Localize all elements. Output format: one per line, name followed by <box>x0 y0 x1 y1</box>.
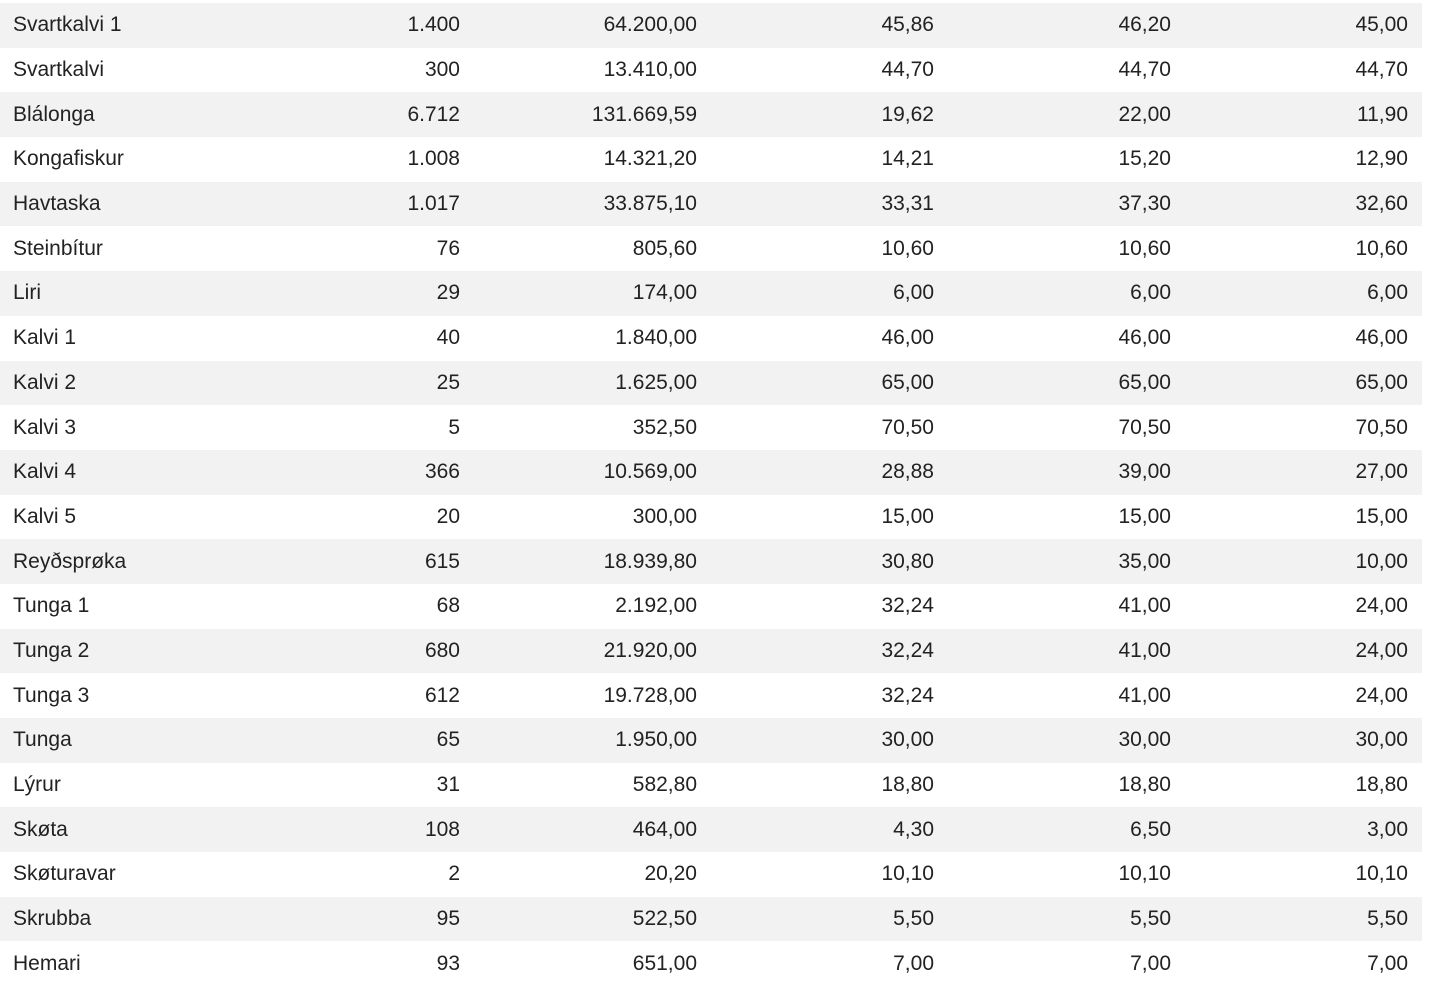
table-row <box>0 718 1422 763</box>
max-price-cell: 15,20 <box>948 137 1185 182</box>
max-price-cell: 44,70 <box>948 48 1185 93</box>
table-row <box>0 897 1422 942</box>
species-name-cell: Havtaska <box>0 182 230 227</box>
min-price-cell: 24,00 <box>1185 629 1422 674</box>
max-price-cell: 6,00 <box>948 271 1185 316</box>
average-price-cell: 28,88 <box>711 450 948 495</box>
quantity-cell: 25 <box>230 361 474 406</box>
quantity-cell: 40 <box>230 316 474 361</box>
max-price-cell: 39,00 <box>948 450 1185 495</box>
min-price-cell: 12,90 <box>1185 137 1422 182</box>
species-name-cell: Kalvi 4 <box>0 450 230 495</box>
min-price-cell: 44,70 <box>1185 48 1422 93</box>
table-row <box>0 48 1422 93</box>
average-price-cell: 30,80 <box>711 539 948 584</box>
total-value-cell: 1.625,00 <box>474 361 711 406</box>
total-value-cell: 300,00 <box>474 495 711 540</box>
quantity-cell: 680 <box>230 629 474 674</box>
species-name-cell: Svartkalvi 1 <box>0 3 230 48</box>
quantity-cell: 95 <box>230 897 474 942</box>
max-price-cell: 41,00 <box>948 673 1185 718</box>
max-price-cell: 10,10 <box>948 852 1185 897</box>
average-price-cell: 45,86 <box>711 3 948 48</box>
auction-results-table <box>0 3 1422 986</box>
max-price-cell: 35,00 <box>948 539 1185 584</box>
max-price-cell: 46,20 <box>948 3 1185 48</box>
min-price-cell: 15,00 <box>1185 495 1422 540</box>
min-price-cell: 24,00 <box>1185 673 1422 718</box>
table-row <box>0 450 1422 495</box>
average-price-cell: 15,00 <box>711 495 948 540</box>
table-row <box>0 539 1422 584</box>
quantity-cell: 6.712 <box>230 92 474 137</box>
average-price-cell: 10,10 <box>711 852 948 897</box>
total-value-cell: 131.669,59 <box>474 92 711 137</box>
species-name-cell: Steinbítur <box>0 226 230 271</box>
min-price-cell: 3,00 <box>1185 807 1422 852</box>
table-row <box>0 3 1422 48</box>
max-price-cell: 6,50 <box>948 807 1185 852</box>
total-value-cell: 2.192,00 <box>474 584 711 629</box>
max-price-cell: 70,50 <box>948 405 1185 450</box>
max-price-cell: 15,00 <box>948 495 1185 540</box>
average-price-cell: 14,21 <box>711 137 948 182</box>
quantity-cell: 31 <box>230 763 474 808</box>
table-row <box>0 92 1422 137</box>
max-price-cell: 7,00 <box>948 941 1185 986</box>
table-row <box>0 182 1422 227</box>
total-value-cell: 14.321,20 <box>474 137 711 182</box>
table-row <box>0 405 1422 450</box>
species-name-cell: Hemari <box>0 941 230 986</box>
quantity-cell: 29 <box>230 271 474 316</box>
table-row <box>0 137 1422 182</box>
average-price-cell: 32,24 <box>711 584 948 629</box>
min-price-cell: 30,00 <box>1185 718 1422 763</box>
min-price-cell: 18,80 <box>1185 763 1422 808</box>
quantity-cell: 20 <box>230 495 474 540</box>
quantity-cell: 1.017 <box>230 182 474 227</box>
min-price-cell: 5,50 <box>1185 897 1422 942</box>
total-value-cell: 522,50 <box>474 897 711 942</box>
min-price-cell: 7,00 <box>1185 941 1422 986</box>
table-row <box>0 629 1422 674</box>
table-row <box>0 673 1422 718</box>
species-name-cell: Tunga <box>0 718 230 763</box>
species-name-cell: Skrubba <box>0 897 230 942</box>
quantity-cell: 5 <box>230 405 474 450</box>
quantity-cell: 108 <box>230 807 474 852</box>
average-price-cell: 10,60 <box>711 226 948 271</box>
average-price-cell: 7,00 <box>711 941 948 986</box>
max-price-cell: 18,80 <box>948 763 1185 808</box>
table-row <box>0 584 1422 629</box>
max-price-cell: 22,00 <box>948 92 1185 137</box>
min-price-cell: 46,00 <box>1185 316 1422 361</box>
total-value-cell: 1.840,00 <box>474 316 711 361</box>
average-price-cell: 70,50 <box>711 405 948 450</box>
average-price-cell: 6,00 <box>711 271 948 316</box>
average-price-cell: 30,00 <box>711 718 948 763</box>
average-price-cell: 65,00 <box>711 361 948 406</box>
average-price-cell: 19,62 <box>711 92 948 137</box>
species-name-cell: Kalvi 1 <box>0 316 230 361</box>
max-price-cell: 41,00 <box>948 584 1185 629</box>
species-name-cell: Tunga 2 <box>0 629 230 674</box>
species-name-cell: Kalvi 3 <box>0 405 230 450</box>
max-price-cell: 30,00 <box>948 718 1185 763</box>
average-price-cell: 46,00 <box>711 316 948 361</box>
total-value-cell: 20,20 <box>474 852 711 897</box>
quantity-cell: 2 <box>230 852 474 897</box>
table-row <box>0 852 1422 897</box>
min-price-cell: 32,60 <box>1185 182 1422 227</box>
average-price-cell: 5,50 <box>711 897 948 942</box>
table-body <box>0 3 1422 986</box>
quantity-cell: 300 <box>230 48 474 93</box>
table-row <box>0 316 1422 361</box>
average-price-cell: 32,24 <box>711 629 948 674</box>
min-price-cell: 10,60 <box>1185 226 1422 271</box>
total-value-cell: 805,60 <box>474 226 711 271</box>
max-price-cell: 5,50 <box>948 897 1185 942</box>
max-price-cell: 65,00 <box>948 361 1185 406</box>
average-price-cell: 33,31 <box>711 182 948 227</box>
quantity-cell: 93 <box>230 941 474 986</box>
total-value-cell: 582,80 <box>474 763 711 808</box>
min-price-cell: 70,50 <box>1185 405 1422 450</box>
min-price-cell: 24,00 <box>1185 584 1422 629</box>
species-name-cell: Lýrur <box>0 763 230 808</box>
total-value-cell: 18.939,80 <box>474 539 711 584</box>
total-value-cell: 352,50 <box>474 405 711 450</box>
species-name-cell: Skøta <box>0 807 230 852</box>
auction-results-table-container <box>0 3 1422 986</box>
table-row <box>0 271 1422 316</box>
species-name-cell: Kalvi 2 <box>0 361 230 406</box>
min-price-cell: 27,00 <box>1185 450 1422 495</box>
total-value-cell: 651,00 <box>474 941 711 986</box>
species-name-cell: Kongafiskur <box>0 137 230 182</box>
total-value-cell: 10.569,00 <box>474 450 711 495</box>
average-price-cell: 4,30 <box>711 807 948 852</box>
total-value-cell: 19.728,00 <box>474 673 711 718</box>
total-value-cell: 13.410,00 <box>474 48 711 93</box>
table-row <box>0 226 1422 271</box>
min-price-cell: 6,00 <box>1185 271 1422 316</box>
total-value-cell: 33.875,10 <box>474 182 711 227</box>
table-row <box>0 495 1422 540</box>
quantity-cell: 1.008 <box>230 137 474 182</box>
quantity-cell: 612 <box>230 673 474 718</box>
average-price-cell: 18,80 <box>711 763 948 808</box>
species-name-cell: Skøturavar <box>0 852 230 897</box>
total-value-cell: 174,00 <box>474 271 711 316</box>
min-price-cell: 45,00 <box>1185 3 1422 48</box>
species-name-cell: Svartkalvi <box>0 48 230 93</box>
species-name-cell: Liri <box>0 271 230 316</box>
average-price-cell: 44,70 <box>711 48 948 93</box>
species-name-cell: Tunga 1 <box>0 584 230 629</box>
species-name-cell: Kalvi 5 <box>0 495 230 540</box>
max-price-cell: 10,60 <box>948 226 1185 271</box>
quantity-cell: 76 <box>230 226 474 271</box>
table-row <box>0 361 1422 406</box>
table-row <box>0 941 1422 986</box>
total-value-cell: 1.950,00 <box>474 718 711 763</box>
total-value-cell: 21.920,00 <box>474 629 711 674</box>
average-price-cell: 32,24 <box>711 673 948 718</box>
min-price-cell: 10,10 <box>1185 852 1422 897</box>
table-row <box>0 763 1422 808</box>
quantity-cell: 1.400 <box>230 3 474 48</box>
quantity-cell: 366 <box>230 450 474 495</box>
min-price-cell: 11,90 <box>1185 92 1422 137</box>
max-price-cell: 46,00 <box>948 316 1185 361</box>
quantity-cell: 615 <box>230 539 474 584</box>
species-name-cell: Blálonga <box>0 92 230 137</box>
total-value-cell: 464,00 <box>474 807 711 852</box>
max-price-cell: 41,00 <box>948 629 1185 674</box>
species-name-cell: Reyðsprøka <box>0 539 230 584</box>
max-price-cell: 37,30 <box>948 182 1185 227</box>
min-price-cell: 10,00 <box>1185 539 1422 584</box>
quantity-cell: 65 <box>230 718 474 763</box>
table-row <box>0 807 1422 852</box>
min-price-cell: 65,00 <box>1185 361 1422 406</box>
species-name-cell: Tunga 3 <box>0 673 230 718</box>
quantity-cell: 68 <box>230 584 474 629</box>
total-value-cell: 64.200,00 <box>474 3 711 48</box>
